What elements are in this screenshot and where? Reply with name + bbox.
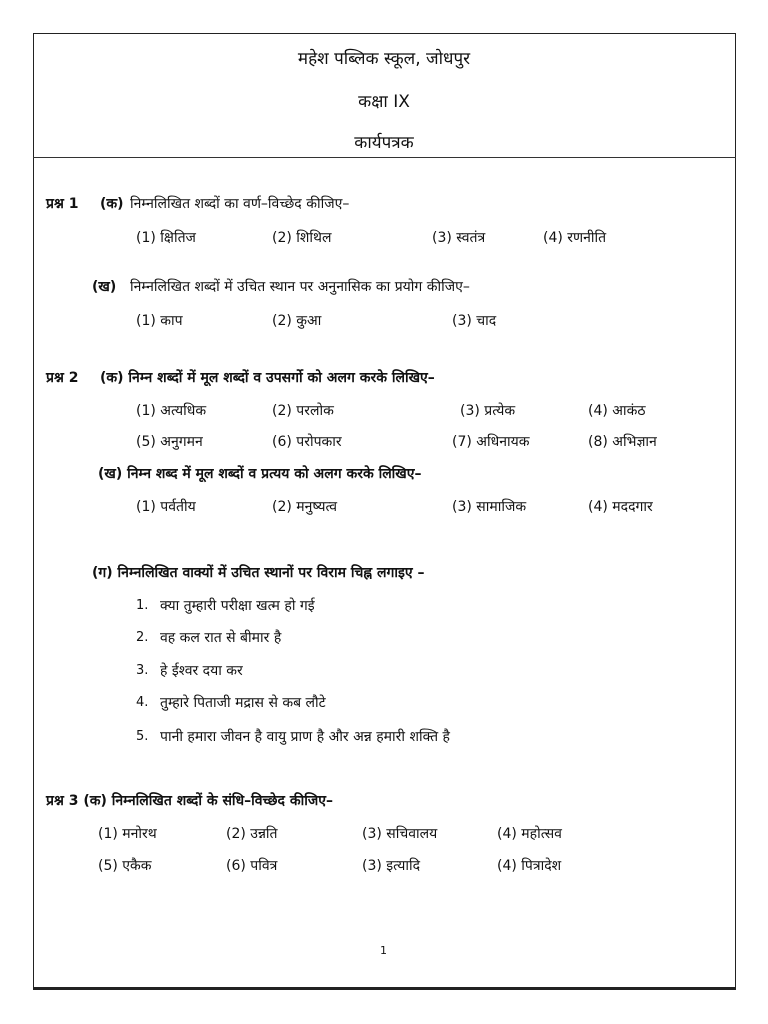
q1-b-item: (2) कुआ xyxy=(272,313,322,329)
page-title: कार्यपत्रक xyxy=(354,133,414,153)
q2-a-heading: (क) निम्न शब्दों में मूल शब्दों व उपसर्गो को अलग करके लिखिए– xyxy=(100,370,435,386)
q3-item: (1) मनोरथ xyxy=(98,826,157,842)
q1-b-part: (ख) xyxy=(92,279,117,295)
sentence: हे ईश्वर दया कर xyxy=(160,663,243,679)
q2-a-item: (1) अत्यधिक xyxy=(136,403,207,419)
sentence: क्या तुम्हारी परीक्षा खत्म हो गई xyxy=(160,598,315,614)
sentence-number: 3. xyxy=(136,663,149,678)
sentence: वह कल रात से बीमार है xyxy=(160,630,282,646)
page-number: 1 xyxy=(380,944,387,957)
class-label: कक्षा IX xyxy=(358,92,410,112)
q3-item: (4) महोत्सव xyxy=(497,826,562,842)
q1-a-part: (क) xyxy=(100,196,124,212)
q2-a-item: (3) प्रत्येक xyxy=(460,403,516,419)
q1-b-item: (3) चाद xyxy=(452,313,497,329)
sentence-number: 4. xyxy=(136,695,149,710)
q1-a-instruction: निम्नलिखित शब्दों का वर्ण–विच्छेद कीजिए– xyxy=(130,196,350,212)
q3-item: (3) सचिवालय xyxy=(362,826,438,842)
q3-item: (6) पवित्र xyxy=(226,858,278,874)
q3-item: (2) उन्नति xyxy=(226,826,278,842)
q2-b-item: (4) मददगार xyxy=(588,499,653,515)
q2-a-item: (6) परोपकार xyxy=(272,434,342,450)
q2-a-item: (8) अभिज्ञान xyxy=(588,434,657,450)
header-divider xyxy=(33,157,736,158)
school-name: महेश पब्लिक स्कूल, जोधपुर xyxy=(297,49,471,69)
sentence: तुम्हारे पिताजी मद्रास से कब लौटे xyxy=(160,695,326,711)
q3-item: (5) एकैक xyxy=(98,858,152,874)
q1-a-item: (1) क्षितिज xyxy=(136,230,196,246)
q3-item: (4) पित्रादेश xyxy=(497,858,562,874)
q2-a-item: (4) आकंठ xyxy=(588,403,646,419)
sentence: पानी हमारा जीवन है वायु प्राण है और अन्न हमारी शक्ति है xyxy=(160,729,450,745)
q2-a-item: (7) अधिनायक xyxy=(452,434,530,450)
q2-b-item: (2) मनुष्यत्व xyxy=(272,499,338,515)
q2-label: प्रश्न 2 xyxy=(46,370,79,386)
q2-b-heading: (ख) निम्न शब्द में मूल शब्दों व प्रत्यय को अलग करके लिखिए– xyxy=(98,466,422,482)
q1-b-instruction: निम्नलिखित शब्दों में उचित स्थान पर अनुनासिक का प्रयोग कीजिए– xyxy=(130,279,470,295)
sentence-number: 2. xyxy=(136,630,149,645)
q1-a-item: (3) स्वतंत्र xyxy=(432,230,486,246)
q3-item: (3) इत्यादि xyxy=(362,858,421,874)
q1-b-item: (1) काप xyxy=(136,313,183,329)
q2-b-item: (3) सामाजिक xyxy=(452,499,527,515)
q2-b-item: (1) पर्वतीय xyxy=(136,499,196,515)
q2-a-item: (5) अनुगमन xyxy=(136,434,203,450)
sentence-number: 1. xyxy=(136,598,149,613)
q3-heading: प्रश्न 3 (क) निम्नलिखित शब्दों के संधि–विच्छेद कीजिए– xyxy=(46,793,333,809)
q1-a-item: (2) शिथिल xyxy=(272,230,332,246)
sentence-number: 5. xyxy=(136,729,149,744)
q1-a-item: (4) रणनीति xyxy=(543,230,607,246)
q2-a-item: (2) परलोक xyxy=(272,403,334,419)
q2-c-heading: (ग) निम्नलिखित वाक्यों में उचित स्थानों पर विराम चिह्न लगाइए – xyxy=(92,565,425,581)
q1-label: प्रश्न 1 xyxy=(46,196,79,212)
